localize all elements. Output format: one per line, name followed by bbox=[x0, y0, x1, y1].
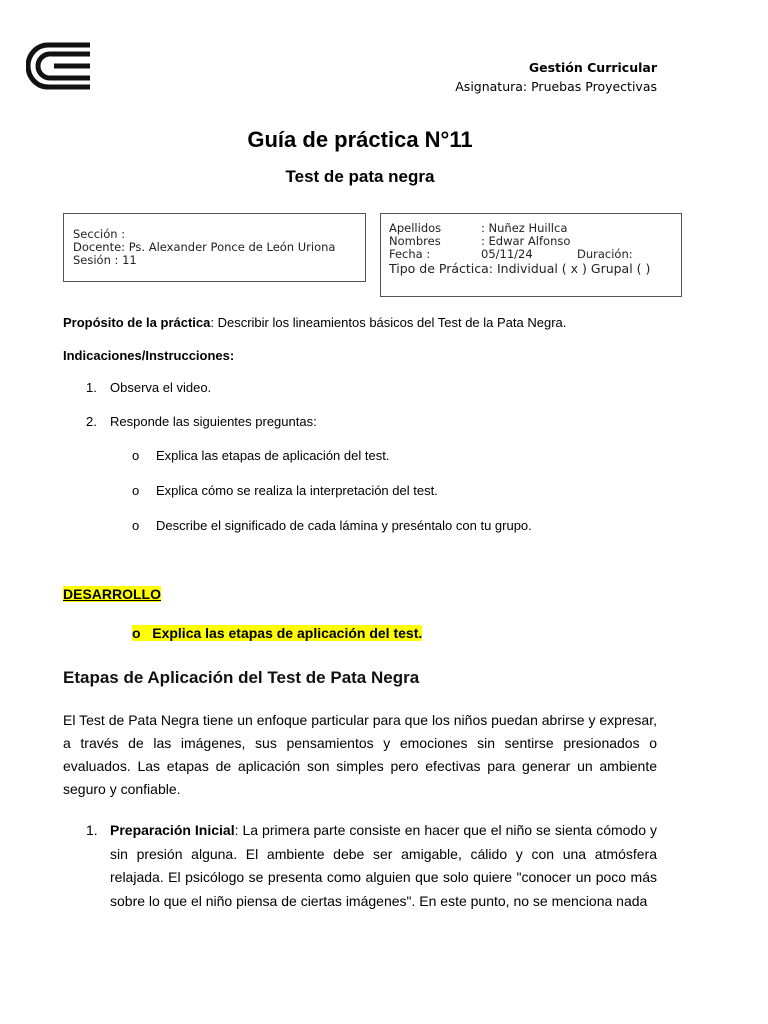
step-body: : La primera parte consiste en hacer que el niño se sienta cómodo y sin presión alguna. El ambiente debe ser amigable, cálido y con una atmósfera relajada. El psicólogo se presenta como alguien que solo quiere "conocer un poco más sobre lo que el niño piensa de ciertas imágenes". En este punto, no se menciona nada bbox=[110, 822, 657, 909]
list-number: 2. bbox=[86, 414, 97, 429]
development-heading: DESARROLLO bbox=[63, 586, 161, 602]
student-info-box bbox=[380, 213, 682, 297]
bullet: o bbox=[132, 483, 140, 498]
question-item bbox=[132, 448, 389, 463]
section-field: Sección : bbox=[73, 227, 126, 241]
purpose-text: : Describir los lineamientos básicos del Test de la Pata Negra. bbox=[210, 315, 567, 330]
organization-name: Gestión Curricular bbox=[528, 60, 657, 75]
list-item bbox=[86, 414, 317, 429]
step-text bbox=[110, 819, 657, 913]
course-info-box bbox=[63, 213, 366, 282]
name-label: Nombres bbox=[389, 234, 441, 248]
institution-logo bbox=[26, 42, 94, 90]
list-number: 1. bbox=[86, 380, 97, 395]
highlighted-question bbox=[132, 625, 422, 641]
session-field: Sesión : 11 bbox=[73, 253, 137, 267]
name-row bbox=[389, 235, 681, 248]
highlighted-question-text: Explica las etapas de aplicación del test. bbox=[152, 625, 423, 641]
date-row bbox=[389, 248, 681, 261]
question-item bbox=[132, 483, 438, 498]
question-text: Explica las etapas de aplicación del test. bbox=[156, 448, 390, 463]
step-title: Preparación Inicial bbox=[110, 822, 235, 838]
course-name: Asignatura: Pruebas Proyectivas bbox=[455, 79, 657, 94]
document-header bbox=[455, 60, 657, 96]
step-number: 1. bbox=[86, 822, 98, 838]
page-title: Guía de práctica N°11 bbox=[247, 127, 473, 152]
date-value: 05/11/24 bbox=[481, 247, 533, 261]
question-item bbox=[132, 518, 532, 533]
question-text: Explica cómo se realiza la interpretación del test. bbox=[156, 483, 438, 498]
purpose-label: Propósito de la práctica bbox=[63, 315, 211, 330]
surname-value: : Nuñez Huillca bbox=[481, 221, 568, 235]
list-text: Responde las siguientes preguntas: bbox=[110, 414, 317, 429]
purpose-line bbox=[63, 315, 566, 330]
bullet: o bbox=[132, 625, 141, 641]
bullet: o bbox=[132, 518, 140, 533]
instructions-title: Indicaciones/Instrucciones: bbox=[63, 348, 235, 363]
intro-paragraph: El Test de Pata Negra tiene un enfoque particular para que los niños puedan abrirse y expresar, a través de las imágenes, sus pensamientos y emociones sin sentirse presionados o evaluados. Las etapas de aplicación son simples pero efectivas para generar un ambiente seguro y confiable. bbox=[63, 712, 657, 797]
bullet: o bbox=[132, 448, 140, 463]
list-text: Observa el video. bbox=[110, 380, 212, 395]
practice-type-field: Tipo de Práctica: Individual ( x ) Grupal ( ) bbox=[389, 261, 651, 276]
name-value: : Edwar Alfonso bbox=[481, 234, 571, 248]
list-item bbox=[86, 380, 211, 395]
section-heading: Etapas de Aplicación del Test de Pata Negra bbox=[63, 668, 420, 687]
date-label: Fecha : bbox=[389, 247, 431, 261]
surname-label: Apellidos bbox=[389, 221, 442, 235]
duration-label: Duración: bbox=[577, 247, 633, 261]
teacher-field: Docente: Ps. Alexander Ponce de León Uriona bbox=[73, 240, 336, 254]
step-item bbox=[86, 819, 657, 913]
question-text: Describe el significado de cada lámina y preséntalo con tu grupo. bbox=[156, 518, 532, 533]
page-subtitle: Test de pata negra bbox=[285, 167, 435, 186]
